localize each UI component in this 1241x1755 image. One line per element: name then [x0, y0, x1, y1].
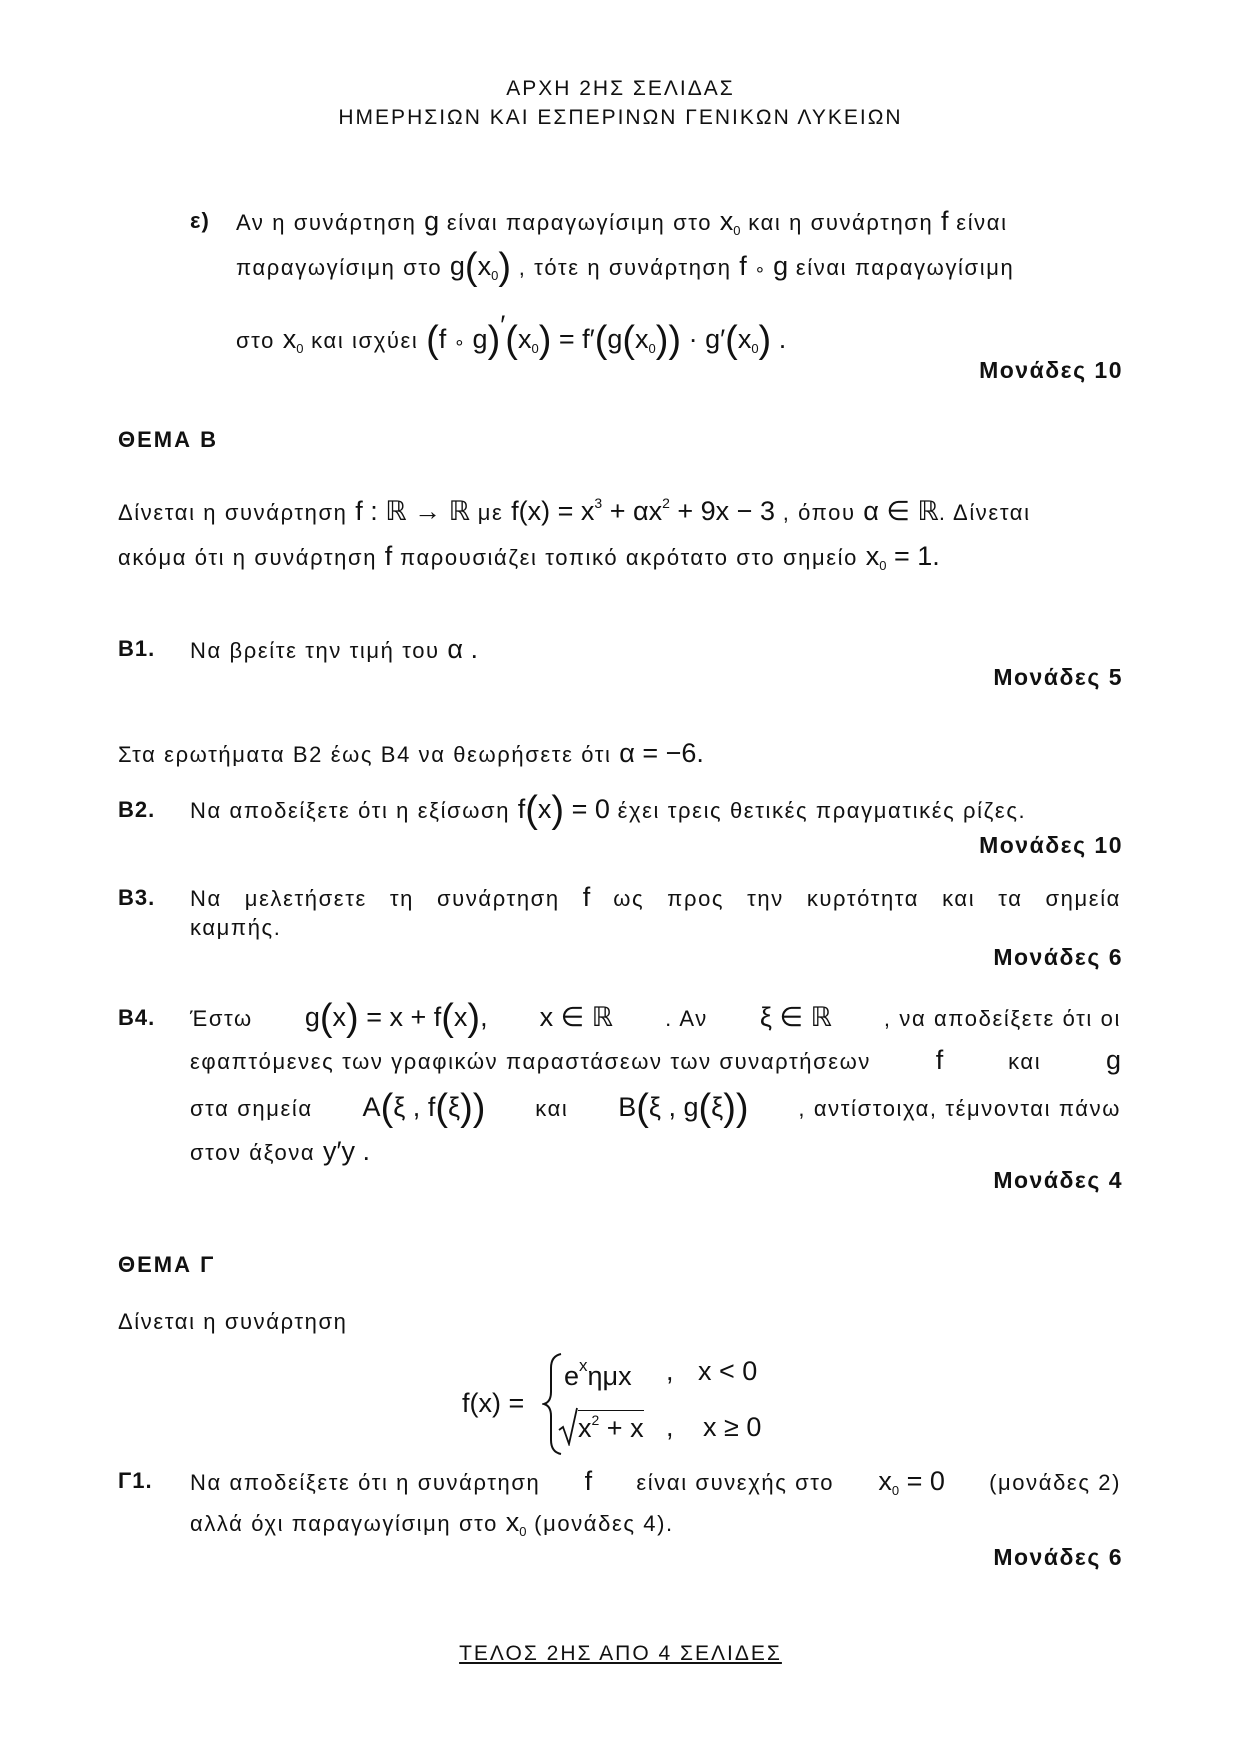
item-e-line2-text-a: παραγωγίσιμη στο: [236, 255, 443, 280]
assumption-text: Στα ερωτήματα Β2 έως Β4 να θεωρήσετε ότι: [118, 742, 612, 767]
b2-label: Β2.: [118, 797, 156, 822]
math-xi-in-r: ξ ∈ ℝ: [759, 1002, 832, 1032]
math-f: f: [384, 541, 393, 571]
theme-b-intro1-text-b: με: [477, 500, 504, 525]
math-g-definition: g(x) = x + f(x),: [304, 997, 488, 1039]
math-f: f: [941, 206, 949, 236]
piecewise-comma1: ,: [666, 1356, 674, 1386]
theme-b-intro1-text-d: . Δίνεται: [938, 500, 1031, 525]
item-e-line2: [236, 246, 1015, 291]
b4-line4-text: στον άξονα: [190, 1140, 316, 1165]
b4-line2-text-a: εφαπτόμενες των γραφικών παραστάσεων των συναρτήσεων: [190, 1049, 872, 1074]
b4-line1: [190, 997, 1121, 1039]
math-x0-equals-0: $x_0 = 0$: [878, 1466, 945, 1498]
item-e-line3-text-a: στο: [236, 328, 275, 353]
math-f: f: [582, 882, 591, 912]
item-e-line3-text-b: και ισχύει: [311, 328, 419, 353]
b4-text-a: Έστω: [190, 1006, 253, 1031]
c1-line1: [190, 1466, 1121, 1506]
b4-line2: [190, 1045, 1121, 1077]
math-g: g: [1105, 1045, 1121, 1075]
math-f: f: [584, 1466, 593, 1496]
b1-text: [190, 634, 478, 666]
piecewise-case1-cond: x < 0: [698, 1356, 758, 1386]
c1-line2-text-a: αλλά όχι παραγωγίσιμη στο: [190, 1511, 498, 1536]
theme-b-intro2-text-a: ακόμα ότι η συνάρτηση: [118, 545, 378, 570]
c1-text-c: (μονάδες 2): [989, 1470, 1121, 1495]
math-point-a: A(ξ , f(ξ)): [362, 1087, 486, 1129]
b2-text-a: Να αποδείξετε ότι η εξίσωση: [190, 798, 511, 823]
case1-expr-text: ημx: [587, 1361, 632, 1391]
math-x0: $x_0$: [282, 324, 304, 356]
page-footer: ΤΕΛΟΣ 2ΗΣ ΑΠΟ 4 ΣΕΛΙΔΕΣ: [459, 1642, 782, 1665]
math-f: f: [935, 1045, 944, 1075]
item-e-line1: [236, 206, 1121, 246]
math-x-in-r: x ∈ ℝ: [539, 1002, 614, 1032]
assumption-line: [118, 738, 704, 770]
math-f-domain: f : ℝ → ℝ: [355, 496, 471, 526]
math-fog: f ∘ g: [739, 251, 789, 281]
c1-text-b: είναι συνεχής στο: [636, 1470, 835, 1495]
math-point-b: B(ξ , g(ξ)): [618, 1087, 749, 1129]
item-e-label: ε): [190, 208, 210, 233]
math-g: g: [424, 206, 440, 236]
item-e-line2-text-c: είναι παραγωγίσιμη: [795, 255, 1015, 280]
c1-line2: [190, 1507, 674, 1547]
math-alpha-value: α = −6.: [619, 738, 704, 768]
c1-text-a: Να αποδείξετε ότι η συνάρτηση: [190, 1470, 541, 1495]
math-g-of-x0: $g(x_0)$: [449, 246, 511, 288]
math-alpha-in-r: α ∈ ℝ: [863, 496, 939, 526]
piecewise-lhs: f(x) =: [462, 1388, 525, 1418]
piecewise-case2-expr: $x^2 + x$: [562, 1410, 644, 1444]
square-root-icon: [558, 1406, 578, 1446]
item-e-line1-text-b: είναι παραγωγίσιμη στο: [446, 210, 713, 235]
page-header-line2: ΗΜΕΡΗΣΙΩΝ ΚΑΙ ΕΣΠΕΡΙΝΩΝ ΓΕΝΙΚΩΝ ΛΥΚΕΙΩΝ: [338, 106, 903, 129]
item-e-line2-text-b: , τότε η συνάρτηση: [518, 255, 732, 280]
b1-label: Β1.: [118, 636, 156, 661]
theme-c-title: ΘΕΜΑ Γ: [118, 1252, 216, 1277]
math-alpha: α .: [447, 634, 479, 664]
math-x0: $x_0$: [719, 206, 741, 238]
page-header-line1: ΑΡΧΗ 2ΗΣ ΣΕΛΙΔΑΣ: [506, 77, 735, 100]
b3-text-a: Να μελετήσετε τη συνάρτηση: [190, 886, 560, 911]
b4-line4: [190, 1136, 370, 1168]
theme-b-intro1-text-c: , όπου: [782, 500, 856, 525]
c1-line2-text-b: (μονάδες 4).: [534, 1511, 674, 1536]
c1-label: Γ1.: [118, 1468, 153, 1493]
theme-b-intro-line2: [118, 541, 940, 581]
b4-line3-text-c: , αντίστοιχα, τέμνονται πάνω: [798, 1096, 1121, 1121]
b4-line3-text-a: στα σημεία: [190, 1096, 313, 1121]
theme-c-intro: Δίνεται η συνάρτηση: [118, 1309, 348, 1334]
b1-text-body: Να βρείτε την τιμή του: [190, 638, 440, 663]
theme-b-intro1-text-a: Δίνεται η συνάρτηση: [118, 500, 348, 525]
b3-line1: [190, 882, 1121, 914]
math-y-axis: y′y .: [322, 1136, 371, 1166]
math-x0: $x_0$: [505, 1507, 527, 1539]
b4-label: Β4.: [118, 1005, 156, 1030]
b3-marks: Μονάδες 6: [993, 944, 1123, 970]
b3-label: Β3.: [118, 885, 156, 910]
b3-line2: καμπής.: [190, 915, 282, 940]
theme-b-title: ΘΕΜΑ Β: [118, 427, 218, 452]
b4-text-b: . Αν: [665, 1006, 708, 1031]
item-e-line1-text-a: Αν η συνάρτηση: [236, 210, 417, 235]
item-e-line1-text-c: και η συνάρτηση: [748, 210, 934, 235]
theme-b-intro-line1: [118, 488, 1031, 528]
theme-b-intro2-text-b: παρουσιάζει τοπικό ακρότατο στο σημείο: [399, 545, 858, 570]
math-chain-rule: (f ∘ $g)'(x_0) = f'(g(x_0)) \cdot g'(x_0)$ .: [426, 310, 787, 361]
c1-marks: Μονάδες 6: [993, 1544, 1123, 1570]
b4-marks: Μονάδες 4: [993, 1167, 1123, 1193]
b4-line3: [190, 1087, 1121, 1129]
b2-text-b: έχει τρεις θετικές πραγματικές ρίζες.: [617, 798, 1027, 823]
b3-text-b: ως προς την κυρτότητα και τα σημεία: [613, 886, 1122, 911]
b4-text-c: , να αποδείξετε ότι οι: [883, 1006, 1121, 1031]
b4-line2-text-b: και: [1008, 1049, 1042, 1074]
math-f-definition: $f(x) = x^3 + \alpha x^2 + 9x - 3$: [511, 495, 775, 526]
piecewise-case2-cond: x ≥ 0: [703, 1412, 762, 1442]
math-f-equals-0: f(x) = 0: [517, 789, 610, 831]
b2-text: [190, 789, 1027, 831]
piecewise-comma2: ,: [666, 1412, 674, 1442]
b4-line3-text-b: και: [535, 1096, 569, 1121]
piecewise-function: [462, 1350, 792, 1460]
item-e-marks: Μονάδες 10: [979, 357, 1123, 383]
piecewise-case1-expr: $e^x\eta\mu x$: [564, 1356, 632, 1391]
b1-marks: Μονάδες 5: [993, 664, 1123, 690]
math-x0-equals-1: $x_0 = 1$.: [865, 541, 940, 573]
b2-marks: Μονάδες 10: [979, 832, 1123, 858]
item-e-line3: [236, 310, 786, 364]
item-e-line1-text-d: είναι: [956, 210, 1008, 235]
